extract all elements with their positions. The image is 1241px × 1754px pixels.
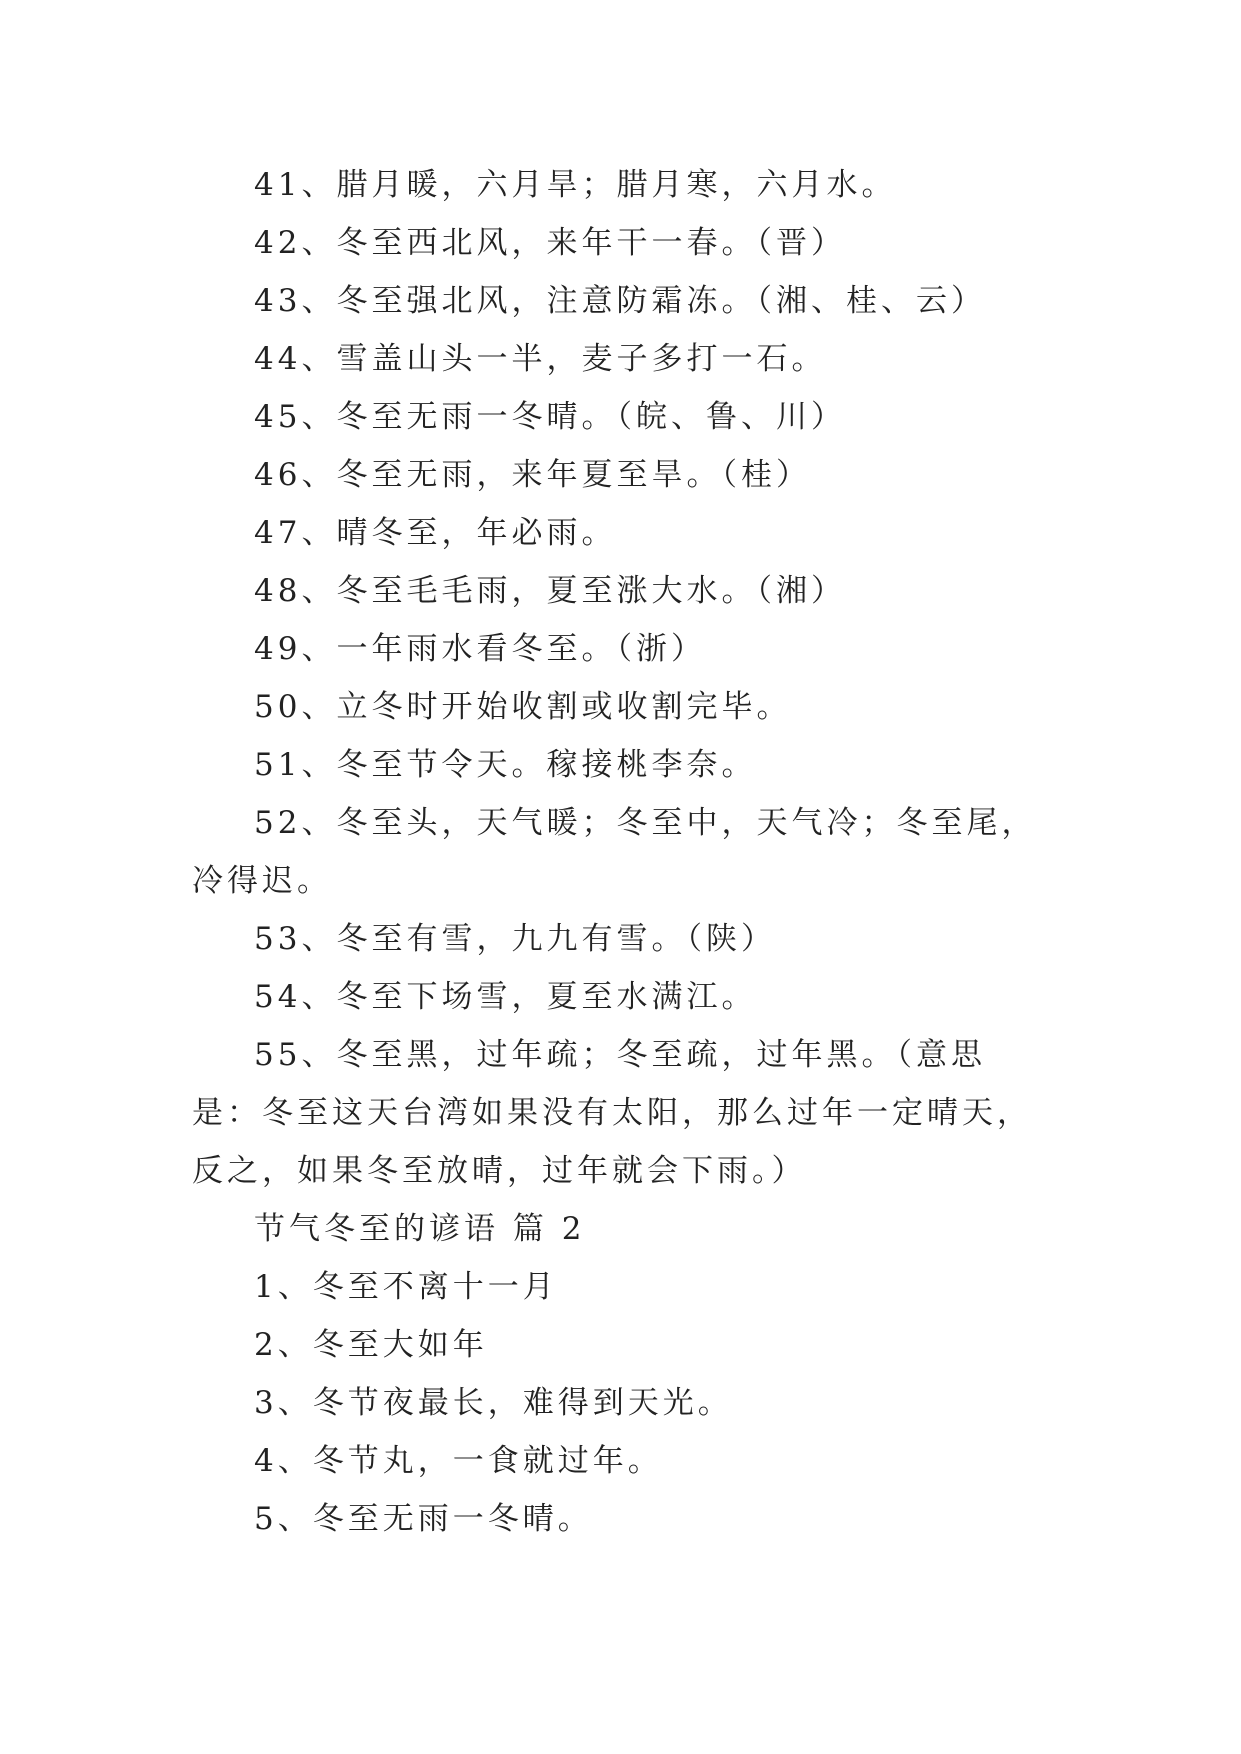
proverb-54: 54、冬至下场雪，夏至水满江。 — [254, 979, 757, 1015]
proverb-5: 5、冬至无雨一冬晴。 — [254, 1501, 593, 1537]
proverb-43: 43、冬至强北风，注意防霜冻。（湘、桂、云） — [254, 283, 986, 319]
document-page — [192, 156, 1052, 1548]
proverb-55: 55、冬至黑，过年疏；冬至疏，过年黑。（意思是：冬至这天台湾如果没有太阳，那么过年一定晴天，反之，如果冬至放晴，过年就会下雨。） — [192, 1037, 1032, 1189]
proverb-2: 2、冬至大如年 — [254, 1327, 488, 1363]
proverb-51: 51、冬至节令天。稼接桃李奈。 — [254, 747, 757, 783]
proverb-41: 41、腊月暖，六月旱；腊月寒，六月水。 — [254, 167, 897, 203]
section-heading: 节气冬至的谚语 篇 2 — [254, 1211, 586, 1247]
proverb-49: 49、一年雨水看冬至。（浙） — [254, 631, 706, 667]
proverb-1: 1、冬至不离十一月 — [254, 1269, 558, 1305]
proverb-50: 50、立冬时开始收割或收割完毕。 — [254, 689, 792, 725]
proverb-3: 3、冬节夜最长，难得到天光。 — [254, 1385, 733, 1421]
proverb-42: 42、冬至西北风，来年干一春。（晋） — [254, 225, 846, 261]
proverb-45: 45、冬至无雨一冬晴。（皖、鲁、川） — [254, 399, 846, 435]
proverb-4: 4、冬节丸，一食就过年。 — [254, 1443, 663, 1479]
proverb-52: 52、冬至头，天气暖；冬至中，天气冷；冬至尾，冷得迟。 — [192, 805, 1037, 899]
proverb-48: 48、冬至毛毛雨，夏至涨大水。（湘） — [254, 573, 846, 609]
proverb-47: 47、晴冬至，年必雨。 — [254, 515, 617, 551]
proverb-53: 53、冬至有雪，九九有雪。（陕） — [254, 921, 776, 957]
proverb-46: 46、冬至无雨，来年夏至旱。（桂） — [254, 457, 811, 493]
proverb-44: 44、雪盖山头一半，麦子多打一石。 — [254, 341, 827, 377]
